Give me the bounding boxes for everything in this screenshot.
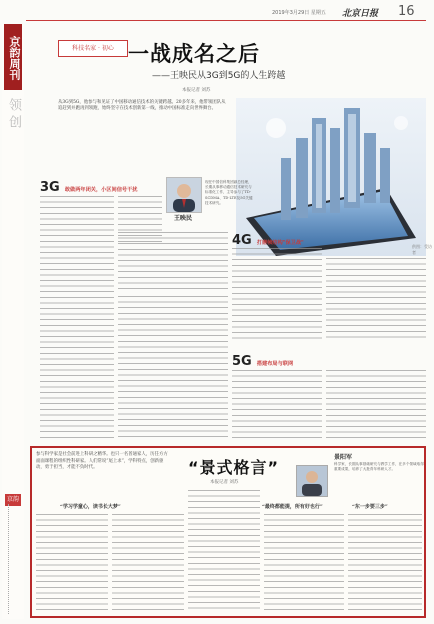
section-3g bbox=[40, 176, 137, 195]
feature-byline: 本报记者 刘苏 bbox=[210, 480, 239, 485]
article-column-7 bbox=[326, 370, 426, 438]
feature-subheading-1: “学习学童心，读书长大梦” bbox=[60, 504, 121, 510]
feature-column-1 bbox=[36, 514, 108, 612]
article-column-5 bbox=[326, 258, 426, 340]
page-number: 16 bbox=[398, 4, 415, 19]
feature-column-4 bbox=[264, 514, 344, 612]
section-5g-label: 搭建布局与联网 bbox=[256, 361, 294, 367]
feature-column-5 bbox=[348, 514, 422, 612]
headline: 一战成名之后 bbox=[128, 42, 260, 66]
article-column-3 bbox=[118, 296, 228, 438]
feature-subheading-2: “最终都能提，所有好也行” bbox=[262, 504, 323, 510]
feature-person-bio: 科学家，长期从事基础研究与教学工作，在多个领域取得重要成果，培养了大批青年科研人才。 bbox=[334, 462, 424, 472]
article-column-1 bbox=[40, 196, 114, 438]
feature-subheading-3: “东一步要三步” bbox=[352, 504, 388, 510]
subheadline: ——王映民从3G到5G的人生跨越 bbox=[152, 71, 286, 81]
section-3g-label: 敢做两年闭关，小区间信号干扰 bbox=[64, 187, 138, 193]
byline: 本报记者 刘苏 bbox=[182, 88, 211, 93]
issue-date: 2019年3月29日 星期五 bbox=[272, 10, 326, 16]
feature-portrait bbox=[296, 465, 328, 497]
side-seal: 京韵 bbox=[5, 494, 21, 506]
feature-person-name: 景阳军 bbox=[334, 454, 353, 461]
section-3g-number: 3G bbox=[40, 180, 60, 195]
feature-quote: 参与科学家是社会前进上科研之精华。也只一名普通家人，历任方方面面课程的组织性科研家。人们常说“尾上求”，学科特点，创新驱动，勇于担当，才能不负时代。 bbox=[36, 452, 168, 471]
section-5g-number: 5G bbox=[232, 354, 252, 369]
article-column-2b bbox=[118, 232, 228, 292]
intro-paragraph: 从3G到5G，他参与和见证了中国移动通信技术的关键跨越。20多年来，他带领团队从追赶到并跑再到领跑，始终坚守在技术创新第一线，推动中国标准走向世界舞台。 bbox=[58, 100, 226, 112]
side-dotted-lines bbox=[8, 504, 19, 614]
article-column-6 bbox=[232, 370, 322, 438]
person-name: 王映民 bbox=[174, 215, 193, 222]
section-5g bbox=[232, 350, 293, 369]
section-subtitle: 领创 bbox=[6, 98, 21, 132]
article-column-4 bbox=[232, 248, 322, 340]
section-4g-label: 打磨帧结构"保卫战" bbox=[256, 240, 304, 246]
section-title-block: 京韵周刊 bbox=[4, 24, 22, 90]
column-kicker: 科技名家 · 初心 bbox=[58, 40, 128, 57]
person-bio: 现任中国信科集团副总经理，长期从事移动通信技术研究与标准化工作，主导参与了TD-SCDMA、TD-LTE及5G关键技术研究。 bbox=[205, 180, 253, 205]
feature-title: “景式格言” bbox=[188, 458, 280, 477]
photo-credit: 供图：受访者 bbox=[412, 244, 432, 255]
section-4g bbox=[232, 229, 304, 248]
portrait-photo bbox=[166, 177, 202, 213]
feature-column-3 bbox=[188, 490, 260, 612]
feature-column-2 bbox=[112, 514, 184, 612]
section-4g-number: 4G bbox=[232, 233, 252, 248]
left-column bbox=[2, 24, 24, 619]
masthead: 北京日报 bbox=[342, 9, 379, 19]
